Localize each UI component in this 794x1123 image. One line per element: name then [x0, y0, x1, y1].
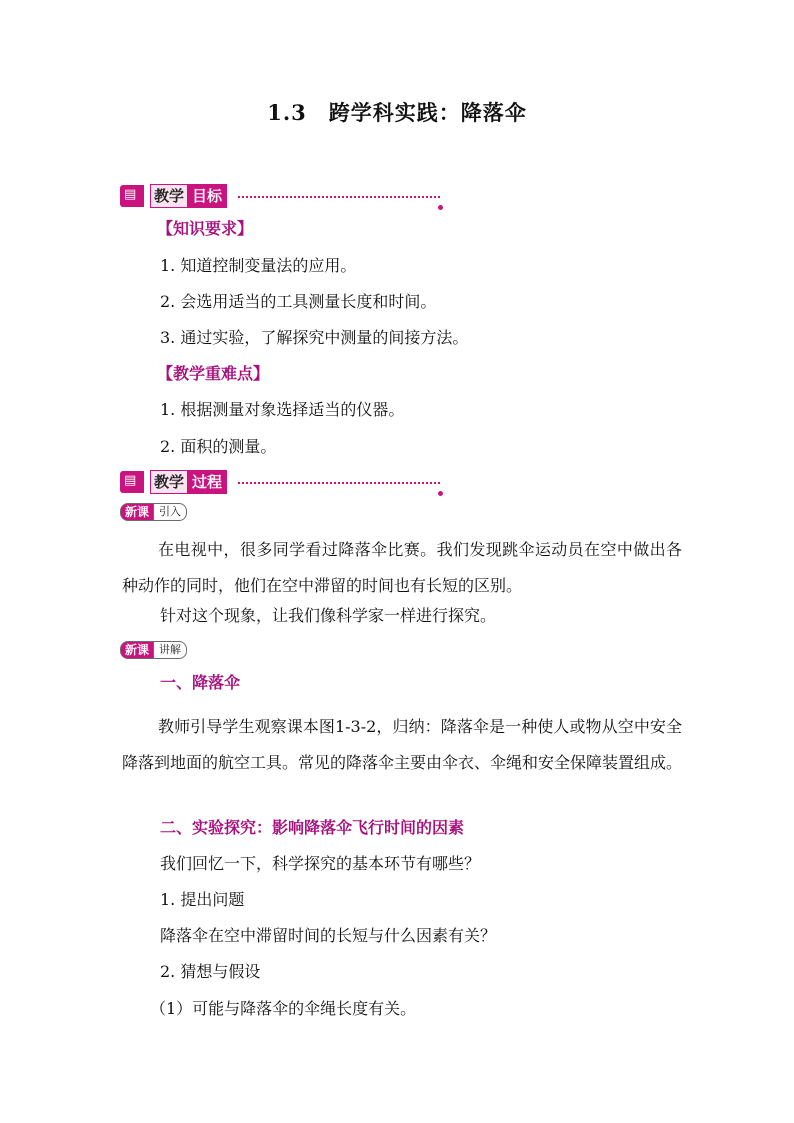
divider-end-dot	[438, 491, 443, 496]
step2-label: 2. 猜想与假设	[160, 962, 261, 981]
knowledge-item-1: 1. 知道控制变量法的应用。	[160, 256, 357, 275]
lesson-title-text: 跨学科实践：降落伞	[328, 100, 527, 125]
step1-text: 降落伞在空中滞留时间的长短与什么因素有关？	[160, 926, 497, 945]
part2-heading: 二、实验探究：影响降落伞飞行时间的因素	[160, 818, 465, 837]
knowledge-item-2: 2. 会选用适当的工具测量长度和时间。	[160, 292, 437, 311]
intro-paragraph-1: 在电视中，很多同学看过降落伞比赛。我们发现跳伞运动员在空中做出各种动作的同时，他们在空中滞留的时间也有长短的区别。	[122, 540, 682, 595]
dotted-divider	[238, 196, 440, 198]
section-header-goals	[120, 185, 440, 207]
hypothesis-1: （1）可能与降落伞的伞绳长度有关。	[150, 999, 417, 1018]
new-lesson-lecture-tag	[120, 641, 187, 659]
book-stack-icon: ▤	[120, 471, 144, 493]
step1-label: 1. 提出问题	[160, 890, 245, 909]
key-point-item-2: 2. 面积的测量。	[160, 437, 277, 456]
section-label-word2: 过程	[187, 470, 227, 494]
knowledge-heading: 【知识要求】	[157, 219, 254, 238]
section-label-word1: 教学	[150, 470, 187, 494]
part2-question: 我们回忆一下，科学探究的基本环节有哪些？	[160, 854, 481, 873]
key-point-item-1: 1. 根据测量对象选择适当的仪器。	[160, 400, 405, 419]
lesson-number: 1.3	[267, 100, 307, 125]
divider-end-dot	[438, 205, 443, 210]
section-label-process	[146, 471, 231, 493]
section-label-word2: 目标	[187, 184, 227, 208]
intro-paragraph-2: 针对这个现象，让我们像科学家一样进行探究。	[160, 606, 497, 625]
section-label-word1: 教学	[150, 184, 187, 208]
part1-paragraph: 教师引导学生观察课本图1-3-2，归纳：降落伞是一种使人或物从空中安全降落到地面的航空工具。常见的降落伞主要由伞衣、伞绳和安全保障装置组成。	[122, 717, 683, 772]
book-stack-icon: ▤	[120, 185, 144, 207]
section-header-process	[120, 471, 440, 493]
new-lesson-intro-tag	[120, 503, 187, 521]
tag-part2: 引入	[154, 503, 187, 521]
dotted-divider	[238, 482, 440, 484]
knowledge-item-3: 3. 通过实验，了解探究中测量的间接方法。	[160, 328, 469, 347]
tag-part2: 讲解	[154, 641, 187, 659]
tag-part1: 新课	[120, 641, 154, 659]
part1-heading: 一、降落伞	[160, 673, 241, 692]
lesson-title	[0, 97, 794, 127]
tag-part1: 新课	[120, 503, 154, 521]
section-label-goals	[146, 185, 231, 207]
key-points-heading: 【教学重难点】	[157, 364, 270, 383]
